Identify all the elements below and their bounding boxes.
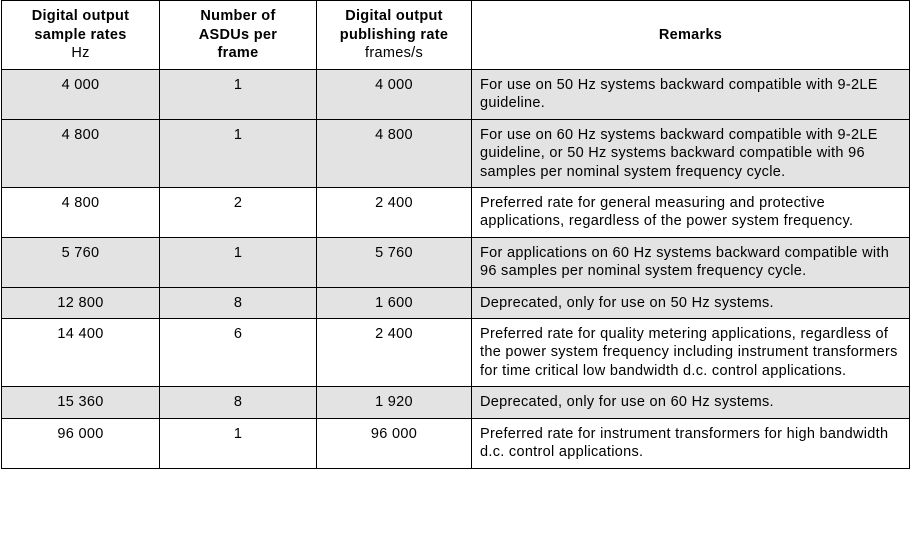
cell-publishing-rate: 5 760 (317, 237, 472, 287)
header-remarks: Remarks (472, 1, 910, 70)
table-row (2, 387, 910, 418)
cell-remarks: Preferred rate for general measuring and protective applications, regardless of the power system frequency. (472, 188, 910, 238)
table-row (2, 70, 910, 120)
cell-remarks: Deprecated, only for use on 60 Hz systems. (472, 387, 910, 418)
cell-sample-rate: 12 800 (2, 287, 160, 318)
cell-sample-rate: 4 800 (2, 188, 160, 238)
table-row (2, 319, 910, 387)
cell-publishing-rate: 1 920 (317, 387, 472, 418)
cell-asdus: 1 (160, 418, 317, 468)
cell-remarks: For applications on 60 Hz systems backward compatible with 96 samples per nominal system frequency cycle. (472, 237, 910, 287)
cell-remarks: For use on 50 Hz systems backward compatible with 9-2LE guideline. (472, 70, 910, 120)
cell-publishing-rate: 96 000 (317, 418, 472, 468)
cell-remarks: Deprecated, only for use on 50 Hz systems. (472, 287, 910, 318)
header-row (2, 1, 910, 70)
cell-publishing-rate: 2 400 (317, 319, 472, 387)
cell-sample-rate: 15 360 (2, 387, 160, 418)
cell-remarks: Preferred rate for quality metering applications, regardless of the power system frequency including instrument transformers for time critical low bandwidth d.c. control applications. (472, 319, 910, 387)
sample-rates-table (1, 0, 910, 469)
header-asdus-per-frame: Number of ASDUs per frame (160, 1, 317, 70)
header-publishing-rate: Digital output publishing rate frames/s (317, 1, 472, 70)
cell-publishing-rate: 1 600 (317, 287, 472, 318)
cell-asdus: 6 (160, 319, 317, 387)
cell-publishing-rate: 4 800 (317, 119, 472, 187)
cell-sample-rate: 4 000 (2, 70, 160, 120)
cell-asdus: 1 (160, 119, 317, 187)
cell-asdus: 8 (160, 387, 317, 418)
cell-asdus: 2 (160, 188, 317, 238)
table-row (2, 188, 910, 238)
cell-remarks: For use on 60 Hz systems backward compatible with 9-2LE guideline, or 50 Hz systems backward compatible with 96 samples per nominal system frequency cycle. (472, 119, 910, 187)
cell-publishing-rate: 4 000 (317, 70, 472, 120)
cell-asdus: 8 (160, 287, 317, 318)
cell-remarks: Preferred rate for instrument transformers for high bandwidth d.c. control applications. (472, 418, 910, 468)
cell-sample-rate: 5 760 (2, 237, 160, 287)
cell-sample-rate: 4 800 (2, 119, 160, 187)
cell-publishing-rate: 2 400 (317, 188, 472, 238)
header-sample-rates: Digital output sample rates Hz (2, 1, 160, 70)
table-row (2, 119, 910, 187)
table-row (2, 237, 910, 287)
cell-asdus: 1 (160, 237, 317, 287)
table-row (2, 418, 910, 468)
table-row (2, 287, 910, 318)
cell-sample-rate: 14 400 (2, 319, 160, 387)
cell-sample-rate: 96 000 (2, 418, 160, 468)
cell-asdus: 1 (160, 70, 317, 120)
